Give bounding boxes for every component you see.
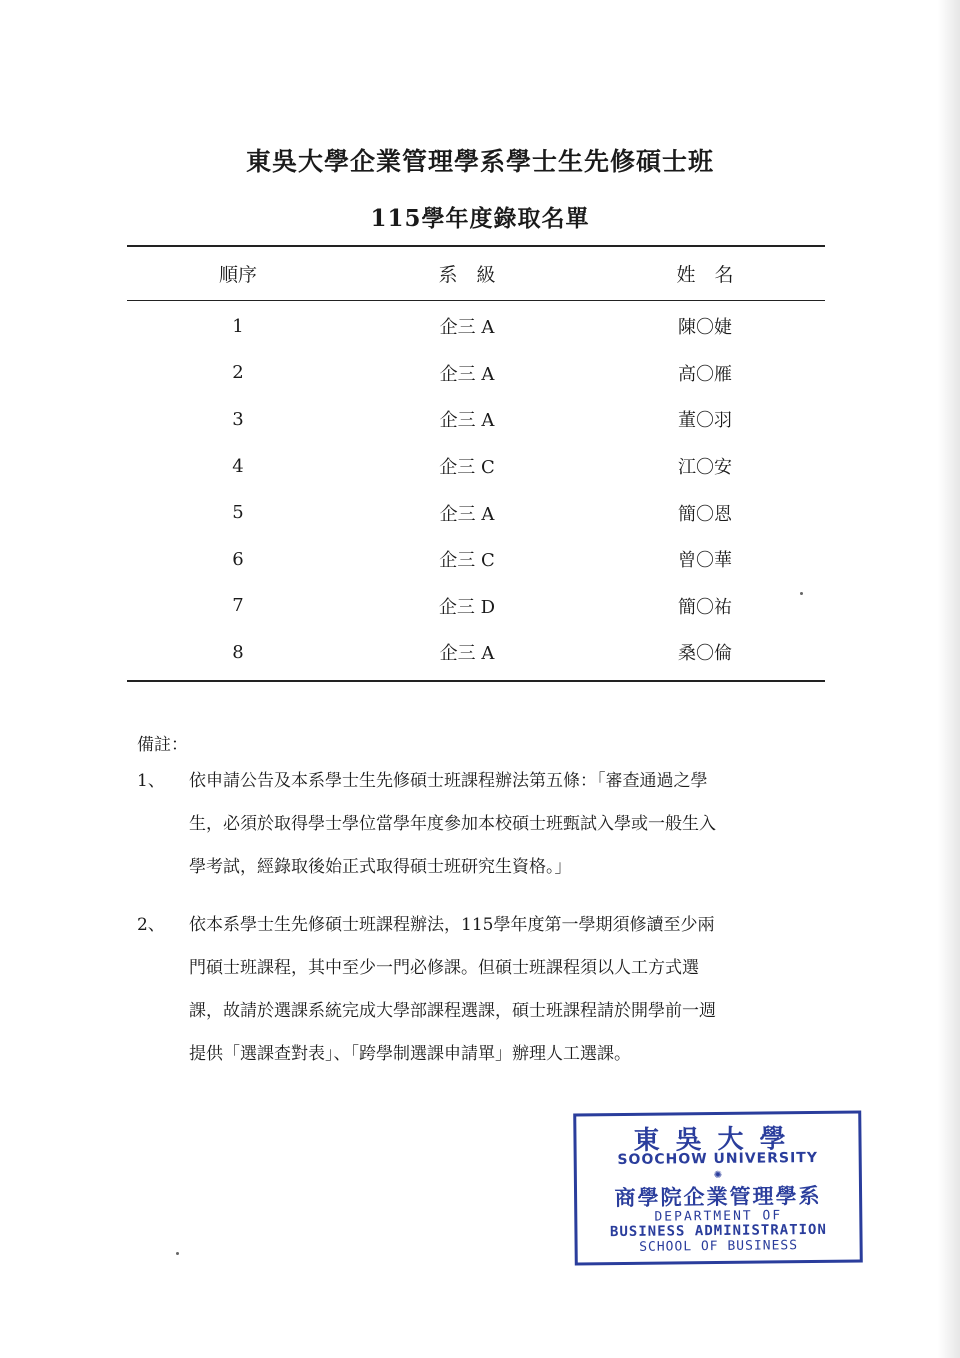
note-line: 課，故請於選課系統完成大學部課程選課，碩士班課程請於開學前一週 <box>189 1001 716 1021</box>
row-name: 董〇羽 <box>678 410 732 432</box>
table-header <box>127 247 825 301</box>
header-name: 姓 名 <box>676 264 734 286</box>
table-row <box>127 350 825 397</box>
table-row <box>127 536 825 583</box>
stamp-department-en-3: SCHOOL OF BUSINESS <box>639 1238 799 1255</box>
row-name: 曾〇華 <box>678 550 732 572</box>
note-line: 門碩士班課程，其中至少一門必修課。但碩士班課程須以人工方式選 <box>189 958 699 978</box>
table-row <box>127 396 825 443</box>
row-name: 江〇安 <box>678 457 732 479</box>
note-line: 學考試，經錄取後始正式取得碩士班研究生資格。」 <box>189 857 572 877</box>
table-body <box>127 301 825 680</box>
row-order: 4 <box>232 455 244 477</box>
scan-speck <box>800 592 803 595</box>
row-class: 企三 C <box>439 457 495 479</box>
row-class: 企三 A <box>439 363 495 385</box>
admission-list-table <box>127 245 825 682</box>
row-order: 8 <box>232 641 244 663</box>
row-class: 企三 A <box>439 643 495 665</box>
note-text <box>189 760 829 889</box>
table-row <box>127 489 825 536</box>
table-row <box>127 443 825 490</box>
stamp-emblem-icon: ✺ <box>713 1169 723 1182</box>
row-name: 簡〇恩 <box>678 503 732 525</box>
row-order: 6 <box>232 548 244 570</box>
scan-speck <box>176 1252 179 1255</box>
row-order: 3 <box>232 408 244 430</box>
document-title: 東吳大學企業管理學系學士生先修碩士班 <box>245 147 714 176</box>
row-name: 簡〇祐 <box>678 596 732 618</box>
notes-label: 備註： <box>137 735 188 755</box>
note-text <box>189 904 829 1076</box>
row-class: 企三 C <box>439 550 495 572</box>
row-class: 企三 A <box>439 503 495 525</box>
row-order: 7 <box>232 595 244 617</box>
stamp-university-zh: 東吳大學 <box>633 1124 802 1156</box>
row-order: 5 <box>232 502 244 524</box>
note-number: 1、 <box>137 771 165 791</box>
note-line: 依本系學士生先修碩士班課程辦法，115學年度第一學期須修讀至少兩 <box>189 915 715 935</box>
row-order: 2 <box>232 362 244 384</box>
note-number: 2、 <box>137 915 165 935</box>
stamp-department-zh: 商學院企業管理學系 <box>614 1183 822 1211</box>
note-line: 提供「選課查對表」、「跨學制選課申請單」辦理人工選課。 <box>189 1044 631 1064</box>
header-class: 系 級 <box>438 264 496 286</box>
table-row <box>127 303 825 350</box>
note-line: 生，必須於取得學士學位當學年度參加本校碩士班甄試入學或一般生入 <box>189 814 716 834</box>
document-subtitle: 115學年度錄取名單 <box>370 205 590 232</box>
table-row <box>127 583 825 630</box>
row-class: 企三 A <box>439 317 495 339</box>
row-class: 企三 A <box>439 410 495 432</box>
table-row <box>127 629 825 676</box>
row-order: 1 <box>232 315 244 337</box>
stamp-department-en-1: DEPARTMENT OF <box>654 1208 783 1225</box>
header-order: 順序 <box>218 264 257 286</box>
row-name: 桑〇倫 <box>678 643 732 665</box>
row-name: 高〇雁 <box>678 363 732 385</box>
stamp-department-en-2: BUSINESS ADMINISTRATION <box>609 1221 827 1241</box>
department-stamp <box>573 1110 863 1265</box>
row-name: 陳〇婕 <box>678 317 732 339</box>
stamp-university-en: SOOCHOW UNIVERSITY <box>617 1149 819 1169</box>
row-class: 企三 D <box>438 596 496 618</box>
note-line: 依申請公告及本系學士生先修碩士班課程辦法第五條：「審查通過之學 <box>189 771 708 791</box>
